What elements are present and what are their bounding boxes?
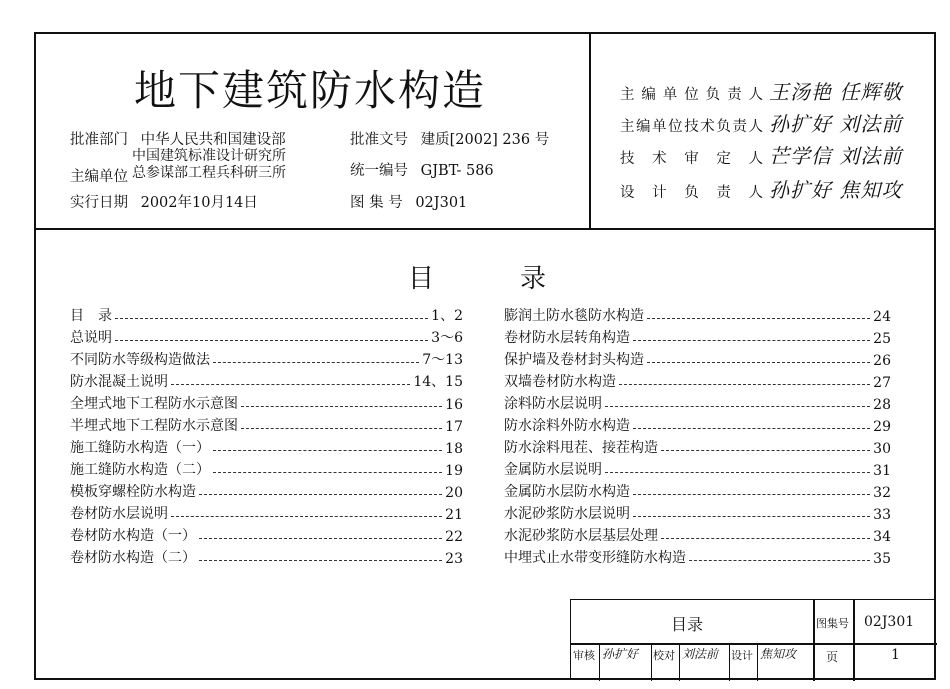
leader-dots [633,516,870,517]
signature: 芒学信 刘法前 [769,144,903,168]
toc-entry-title: 半埋式地下工程防水示意图 [70,418,238,434]
review-signature: 孙扩好 [602,647,639,661]
leader-dots [213,362,419,363]
toc-entry[interactable] [504,437,891,457]
effective-value: 2002年10月14日 [140,195,258,211]
leader-dots [633,428,870,429]
leader-dots [199,560,442,561]
toc-entry[interactable] [70,371,463,391]
toc-entry[interactable] [70,459,463,479]
toc-entry-title: 防水涂料外防水构造 [504,418,630,434]
toc-entry-page: 29 [873,419,891,435]
signature-row [620,76,902,105]
toc-entry-title: 防水涂料甩茬、接茬构造 [504,440,658,456]
toc-entry[interactable] [70,415,463,435]
toc-entry-page: 19 [445,463,463,479]
toc-entry-page: 17 [445,419,463,435]
toc-entry[interactable] [70,503,463,523]
approval-doc-label: 批准文号 [350,132,408,148]
atlas-no-label: 图集号 [816,617,849,630]
signature: 孙扩好 刘法前 [769,112,903,136]
signature-row [620,174,902,203]
leader-dots [633,340,870,341]
leader-dots [647,318,870,319]
unified-no-label: 统一编号 [350,163,408,179]
toc-entry-title: 全埋式地下工程防水示意图 [70,396,238,412]
toc-entry-page: 34 [873,529,891,545]
atlas-no [350,191,467,212]
toc-entry-title: 模板穿螺栓防水构造 [70,484,196,500]
toc-entry-page: 25 [873,331,891,347]
toc-entry-title: 中埋式止水带变形缝防水构造 [504,550,686,566]
header-divider [34,228,936,230]
toc-entry-page: 22 [445,529,463,545]
toc-entry[interactable] [70,437,463,457]
check-label: 校对 [653,649,675,662]
toc-entry-page: 7～13 [422,352,463,368]
design-signature: 焦知攻 [760,647,797,661]
toc-entry-title: 保护墙及卷材封头构造 [504,352,644,368]
title-block [570,599,936,680]
leader-dots [619,384,870,385]
approval-doc [350,128,549,149]
approval-dept-value: 中华人民共和国建设部 [140,132,286,148]
toc-entry-page: 23 [445,551,463,567]
toc-entry-title: 水泥砂浆防水层基层处理 [504,528,658,544]
leader-dots [689,560,870,561]
leader-dots [171,516,442,517]
toc-entry[interactable] [70,349,463,369]
toc-entry[interactable] [504,349,891,369]
toc-entry[interactable] [70,481,463,501]
leader-dots [633,494,870,495]
toc-entry-title: 双墙卷材防水构造 [504,374,616,390]
toc-entry-title: 卷材防水构造（一） [70,528,196,544]
toc-entry-title: 施工缝防水构造（二） [70,462,210,478]
title-block-rule [599,643,600,681]
review-label: 审核 [573,649,595,662]
editor-unit [70,160,136,194]
effective-label: 实行日期 [70,195,128,211]
approval-doc-value: 建质[2002] 236 号 [420,132,550,148]
leader-dots [199,494,442,495]
toc-entry-page: 27 [873,375,891,391]
toc-entry[interactable] [504,393,891,413]
toc-title-left: 目 [408,264,435,294]
title-block-rule [757,643,758,681]
toc-entry-page: 31 [873,463,891,479]
signature-label: 主编单位负责人 [620,87,763,103]
signature-label: 技术审定人 [620,151,763,167]
toc-entry-title: 防水混凝土说明 [70,374,168,390]
toc-entry-title: 金属防水层说明 [504,462,602,478]
unified-no [350,159,494,180]
leader-dots [241,428,442,429]
signature-label: 设计负责人 [620,185,763,201]
leader-dots [241,406,442,407]
toc-entry[interactable] [70,525,463,545]
leader-dots [199,538,442,539]
toc-entry-page: 20 [445,485,463,501]
toc-entry-title: 水泥砂浆防水层说明 [504,506,630,522]
signature-row [620,108,902,137]
toc-entry-page: 26 [873,353,891,369]
leader-dots [661,538,870,539]
leader-dots [115,340,428,341]
toc-entry-page: 16 [445,397,463,413]
toc-entry-title: 膨润土防水毯防水构造 [504,308,644,324]
toc-entry-page: 3～6 [431,330,463,346]
toc-entry-page: 21 [445,507,463,523]
leader-dots [605,472,870,473]
toc-entry-title: 不同防水等级构造做法 [70,352,210,368]
editor-value-1: 中国建筑标准设计研究所 [132,148,286,164]
toc-entry[interactable] [504,481,891,501]
check-signature: 刘法前 [682,647,719,661]
toc-entry-page: 18 [445,441,463,457]
toc-entry[interactable] [70,547,463,567]
editor-values [132,148,286,182]
toc-entry[interactable] [504,525,891,545]
leader-dots [605,406,870,407]
toc-entry[interactable] [70,393,463,413]
approval-dept-label: 批准部门 [70,132,128,148]
toc-entry-title: 金属防水层防水构造 [504,484,630,500]
signature: 孙扩好 焦知攻 [769,178,903,202]
atlas-title: 地下建筑防水构造 [133,66,486,115]
page-value: 1 [891,647,900,663]
header-vertical-divider [589,32,591,228]
toc-entry[interactable] [504,459,891,479]
signature: 王汤艳 任辉敬 [769,80,903,104]
unified-no-value: GJBT- 586 [420,163,494,179]
toc-entry-page: 14、15 [413,374,463,390]
toc-entry[interactable] [504,371,891,391]
atlas-no-value: 02J301 [415,195,468,211]
leader-dots [115,318,428,319]
title-block-rule [679,643,680,681]
toc-entry[interactable] [504,415,891,435]
toc-entry-title: 卷材防水层说明 [70,506,168,522]
toc-entry-title: 涂料防水层说明 [504,396,602,412]
leader-dots [213,472,442,473]
toc-entry-title: 目 录 [70,308,112,324]
leader-dots [647,362,870,363]
title-block-rule [651,643,652,681]
toc-entry[interactable] [70,327,463,347]
toc-entry-page: 32 [873,485,891,501]
toc-entry[interactable] [70,305,463,325]
toc-title-right: 录 [520,264,547,294]
toc-entry[interactable] [504,327,891,347]
effective-date [70,191,258,212]
atlas-no-value: 02J301 [864,614,915,630]
signature-row [620,140,902,169]
toc-entry[interactable] [504,305,891,325]
toc-entry-title: 总说明 [70,330,112,346]
toc-entry-page: 1、2 [431,308,463,324]
toc-entry-title: 施工缝防水构造（一） [70,440,210,456]
toc-entry-title: 卷材防水构造（二） [70,550,196,566]
design-label: 设计 [731,649,753,662]
title-block-rule [729,643,730,681]
leader-dots [661,450,870,451]
toc-entry-title: 卷材防水层转角构造 [504,330,630,346]
editor-value-2: 总参谋部工程兵科研三所 [132,165,286,181]
sheet-name: 目录 [671,615,704,634]
toc-entry[interactable] [504,503,891,523]
toc-entry-page: 24 [873,309,891,325]
toc-entry[interactable] [504,547,891,567]
atlas-no-label: 图 集 号 [350,195,403,211]
signature-label: 主编单位技术负责人 [620,119,763,135]
title-block-rule [813,600,815,681]
toc-entry-page: 28 [873,397,891,413]
toc-entry-page: 30 [873,441,891,457]
leader-dots [171,384,410,385]
toc-entry-page: 35 [873,551,891,567]
title-block-rule [853,600,855,681]
leader-dots [213,450,442,451]
editor-label: 主编单位 [70,169,128,185]
page-label: 页 [826,650,839,664]
toc-entry-page: 33 [873,507,891,523]
approval-dept [70,128,286,149]
